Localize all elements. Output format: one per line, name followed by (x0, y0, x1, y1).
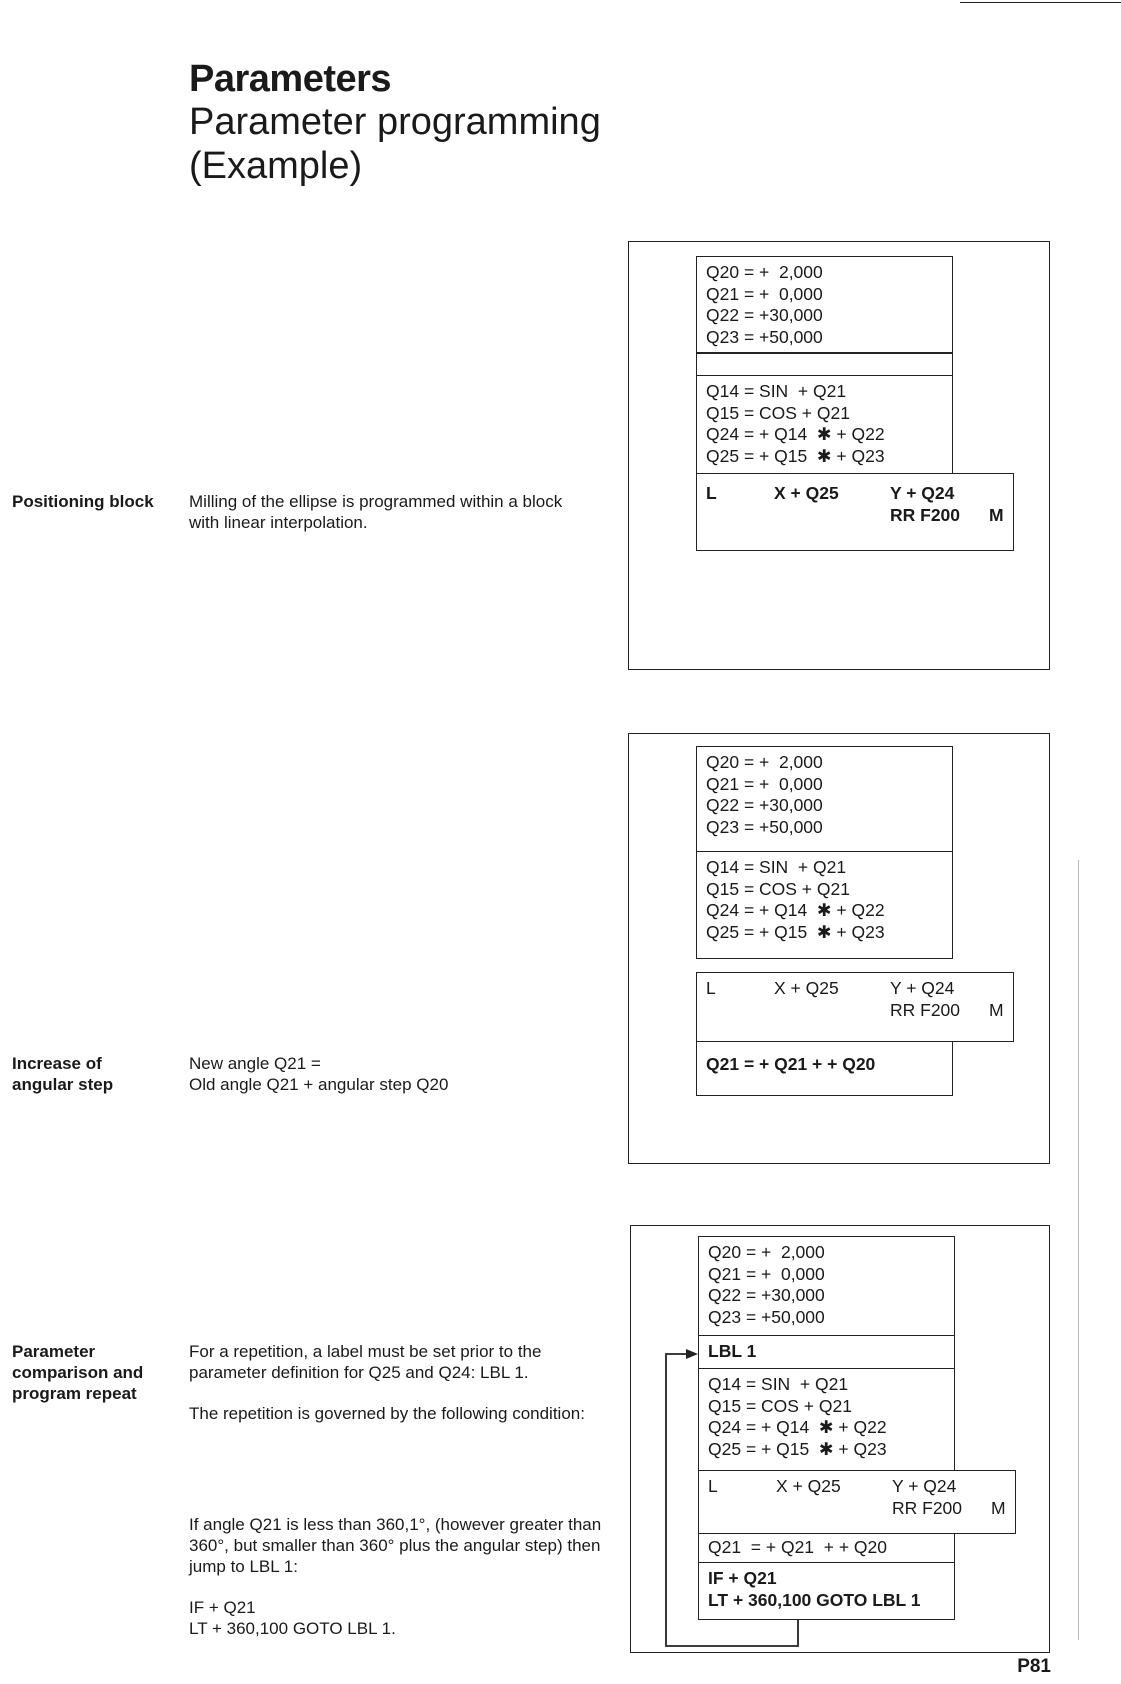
section-label-positioning: Positioning block (12, 492, 154, 511)
figure-program-repeat (630, 1225, 1050, 1653)
page-number: P81 (1017, 1656, 1051, 1677)
top-rule (960, 2, 1121, 3)
code-block-calc: Q14 = SIN + Q21 Q15 = COS + Q21 Q24 = + Q14 ✱ + Q22 Q25 = + Q15 ✱ + Q23 (696, 375, 953, 474)
section-label-angular-step: Increase of angular step (12, 1054, 114, 1094)
code-block-increment-bold: Q21 = + Q21 + + Q20 (696, 1041, 953, 1096)
code-block-condition: IF + Q21 LT + 360,100 GOTO LBL 1 (698, 1562, 955, 1620)
figure-positioning (628, 241, 1050, 670)
code-block-empty (696, 353, 953, 376)
code-block-defs: Q20 = + 2,000 Q21 = + 0,000 Q22 = +30,000 Q23 = +50,000 (696, 256, 953, 353)
section-text-angular-step: New angle Q21 = Old angle Q21 + angular step Q20 (189, 1054, 449, 1094)
code-block-linear-bold: L X + Q25 Y + Q24 RR F200 M (696, 473, 1014, 551)
section-text-program-repeat: For a repetition, a label must be set prior to the parameter definition for Q25 and Q24: LBL 1. The repetition is governed by the following condition: If angle Q21 is less than 360,1°, (however greater than 360°, but smaller than 360° plus the angular step) then jump to LBL 1: IF + Q21 LT + 360,100 GOTO LBL 1. (189, 1342, 602, 1638)
section-text-positioning: Milling of the ellipse is programmed within a block with linear interpolation. (189, 492, 563, 532)
code-block-defs-2: Q20 = + 2,000 Q21 = + 0,000 Q22 = +30,000 Q23 = +50,000 (696, 746, 953, 852)
code-block-calc-2: Q14 = SIN + Q21 Q15 = COS + Q21 Q24 = + Q14 ✱ + Q22 Q25 = + Q15 ✱ + Q23 (696, 851, 953, 959)
jump-arrow-icon (631, 1226, 1049, 1652)
page-subtitle (189, 100, 601, 188)
subtitle-line-1: Parameter programming (189, 101, 601, 143)
code-block-defs-3: Q20 = + 2,000 Q21 = + 0,000 Q22 = +30,000 Q23 = +50,000 (698, 1236, 955, 1336)
margin-line (1078, 860, 1079, 1640)
code-block-calc-3: Q14 = SIN + Q21 Q15 = COS + Q21 Q24 = + Q14 ✱ + Q22 Q25 = + Q15 ✱ + Q23 (698, 1368, 955, 1471)
subtitle-line-2: (Example) (189, 145, 363, 187)
page-title: Parameters (189, 58, 392, 100)
code-block-linear-3: L X + Q25 Y + Q24 RR F200 M (698, 1470, 1016, 1534)
code-block-increment: Q21 = + Q21 + + Q20 (698, 1533, 955, 1563)
figure-angular-step (628, 733, 1050, 1164)
code-block-label: LBL 1 (698, 1335, 955, 1369)
code-block-linear-2: L X + Q25 Y + Q24 RR F200 M (696, 972, 1014, 1042)
section-label-program-repeat: Parameter comparison and program repeat (12, 1342, 144, 1403)
